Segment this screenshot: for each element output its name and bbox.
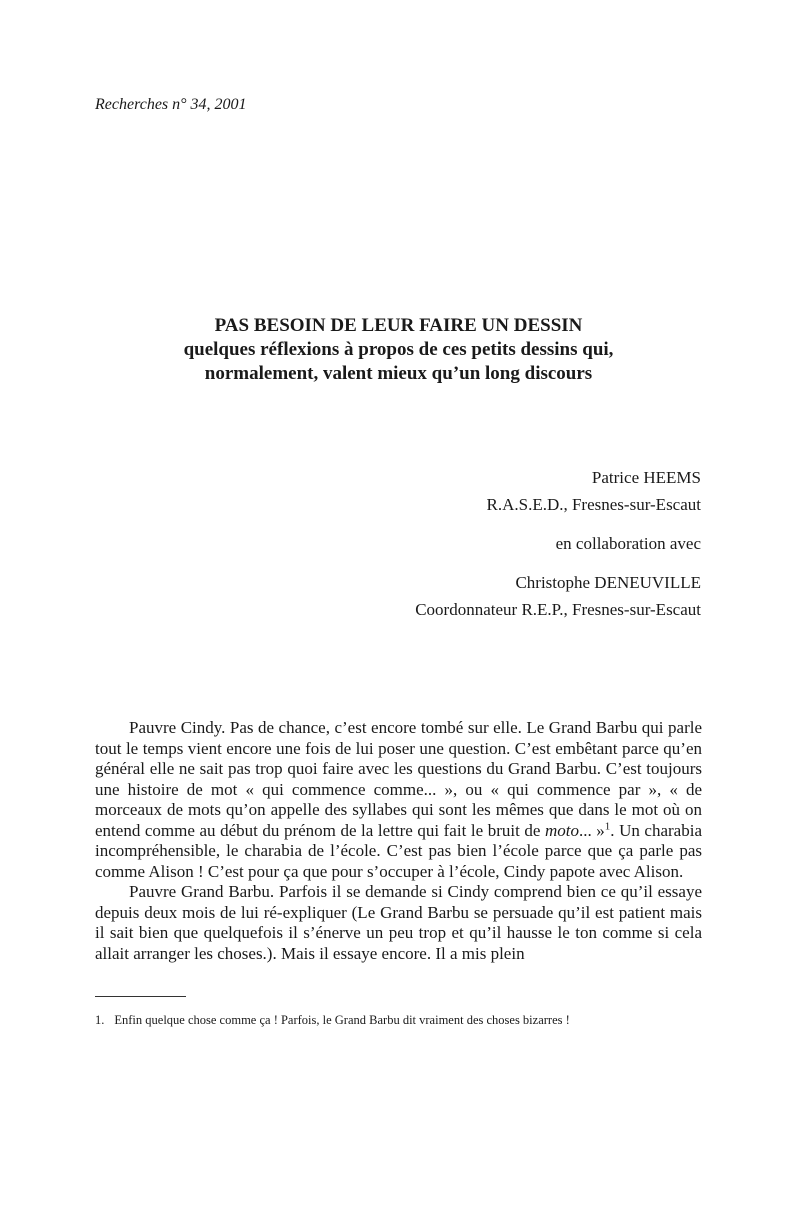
- article-title: [0, 314, 797, 386]
- subtitle-line-1: quelques réflexions à propos de ces petits dessins qui,: [183, 339, 614, 360]
- footnote-ref[interactable]: 1: [604, 819, 611, 832]
- author-1-affiliation: R.A.S.E.D., Fresnes-sur-Escaut: [486, 495, 701, 514]
- paragraph-1-text-end: . Un charabia incompréhensible, le charabia de l’école. C’est pas bien l’école parce que ça parle pas comme Alison ! C’est pour ça que pour s’occuper à l’école, Cindy papote avec Alison.: [95, 820, 702, 881]
- footnote-separator: [95, 996, 186, 997]
- running-head: Recherches n° 34, 2001: [95, 96, 247, 113]
- paragraph-2: Pauvre Grand Barbu. Parfois il se demande si Cindy comprend bien ce qu’il essaye depuis deux mois de lui ré-expliquer (Le Grand Barbu se persuade qu’il est patient mais il sait bien que quelquefois il s’énerve un peu trop et qu’il hausse le ton comme si cela allait arranger les choses.). Mais il essaye encore. Il a mis plein: [95, 882, 702, 963]
- authors-block: [415, 464, 701, 623]
- author-1-name: Patrice HEEMS: [591, 468, 701, 487]
- footnote: [95, 1012, 570, 1028]
- italic-word: moto: [544, 820, 579, 840]
- paragraph-1-text: Pauvre Cindy. Pas de chance, c’est encore tombé sur elle. Le Grand Barbu qui parle tout le temps vient encore une fois de lui poser une question. C’est embêtant parce qu’en général elle ne sait pas trop quoi faire avec les questions du Grand Barbu. C’est toujours une histoire de mot « qui commence comme... », ou « qui commence par », « de morceaux de mots qu’on appelle des syllabes qui sont les mêmes que dans le mot où on entend comme au début du prénom de la lettre qui fait le bruit de: [95, 718, 702, 840]
- footnote-number: 1.: [95, 1013, 105, 1027]
- title-line-1: PAS BESOIN DE LEUR FAIRE UN DESSIN: [214, 315, 583, 336]
- body-text: [95, 718, 702, 964]
- paragraph-1: [95, 718, 702, 882]
- author-2-name: Christophe DENEUVILLE: [515, 573, 701, 592]
- author-2-affiliation: Coordonnateur R.E.P., Fresnes-sur-Escaut: [415, 600, 701, 619]
- collaboration-note: en collaboration avec: [555, 534, 701, 553]
- subtitle-line-2: normalement, valent mieux qu’un long discours: [204, 363, 593, 384]
- footnote-text: Enfin quelque chose comme ça ! Parfois, le Grand Barbu dit vraiment des choses bizarres !: [114, 1013, 570, 1027]
- paragraph-1-quote-end: ... »: [578, 820, 605, 840]
